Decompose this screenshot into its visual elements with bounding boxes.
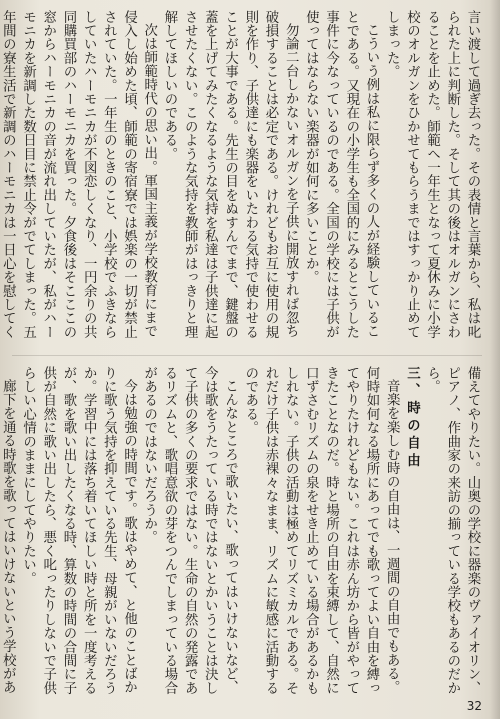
paragraph: 勿論二台しかないオルガンを子供に開放すれば忽ち破損することは必定である。けれどもお互に使用の規則を作り、子供達にも楽器をいたわる気持で使わせることが大事である。先生の目をぬすんでまで、鍵盤の蓋を上げてみたくなるような気持を私達は子供達に起させたくない。このような気持を教師がはっきりと理解してほしいのである。 bbox=[161, 10, 299, 339]
paragraph: 廊下を通る時歌を歌ってはいけないという学校があ bbox=[0, 379, 16, 695]
paragraph: 音楽を楽しむ時の自由は、一週間の自由でもある。何時如何なる場所にあってでも歌ってよい自由を縛ってやりたけれどもない。これは赤ん坊から皆がやってきたことなのだ。時と場所の自由を束縛して、自然に口ずさむリズムの泉をせき止めている場合があるかもしれない。子供の活動は極めてリズミカルである。それだけ子供は赤裸々なまま、リズムに敏感に活動するのである。 bbox=[242, 366, 400, 695]
upper-text-block bbox=[0, 10, 482, 352]
column-divider bbox=[12, 355, 482, 356]
paragraph: こういう例は私に限らず多くの人が経験していることである。又現在の小学生も全国的にみるとこうした事件に今なっているのである。全国の学校には子供が使ってはならない楽器が如何に多いことか。 bbox=[303, 10, 379, 339]
paragraph: 備えてやりたい。山奥の学校に器楽のヴァイオリン、ピアノ、作曲家の来訪の揃っている学校もあるのだから。 bbox=[424, 366, 480, 695]
paragraph: 次は師範時代の思い出。軍国主義が学校教育にまで侵入し始めた頃、師範の寄宿寮では娯楽の一切が禁止されていた。一年生のときのこと、小学校でふきならしていたハーモニカが不図恋しくなり、一円余りの共同購買部のハーモニカを買った。夕食後はそこここの窓からハーモニカの音が流れ出していたが、私がハーモニカを新調した数日目に禁止令がでてしまった。五年間の寮生活で新調のハーモニカは一日心を慰してく bbox=[0, 10, 157, 339]
section-heading: 三、時の自由 bbox=[404, 366, 420, 471]
paragraph: 言い渡して過ぎ去った。その表情と言葉から、私は叱られた上に判断した。そして其の後はオルガンにさわることを止めた。師範へ一年生となって夏休みに小学校のオルガンをひかせてもらうまではすっかり止めてしまった。 bbox=[384, 10, 480, 339]
page-number: 32 bbox=[466, 699, 482, 713]
lower-text-block bbox=[0, 366, 482, 696]
paragraph: 今は勉強の時間です。歌はやめて、と他のことばかりに歌う気持を抑えている先生、母親がいないだろうか。学習中には落ち着いてほしい時と所を一度考えるが、歌を歌い出したくなる時、算数の時間の合間に子供が自然に歌い出したら、悪く叱ったりしないで子供らしい心情のままにしてやりたい。 bbox=[20, 366, 137, 695]
paragraph: こんなところで歌いたい、歌ってはいけないなど、今は歌をうたっている時ではないとかいうことは決して子供の多くの要求ではない。生命の自然の発露であるリズムと、歌唱意欲の芽をつんでしまっている場合があるのではないだろうか。 bbox=[141, 366, 238, 695]
binding-shadow bbox=[490, 0, 500, 719]
